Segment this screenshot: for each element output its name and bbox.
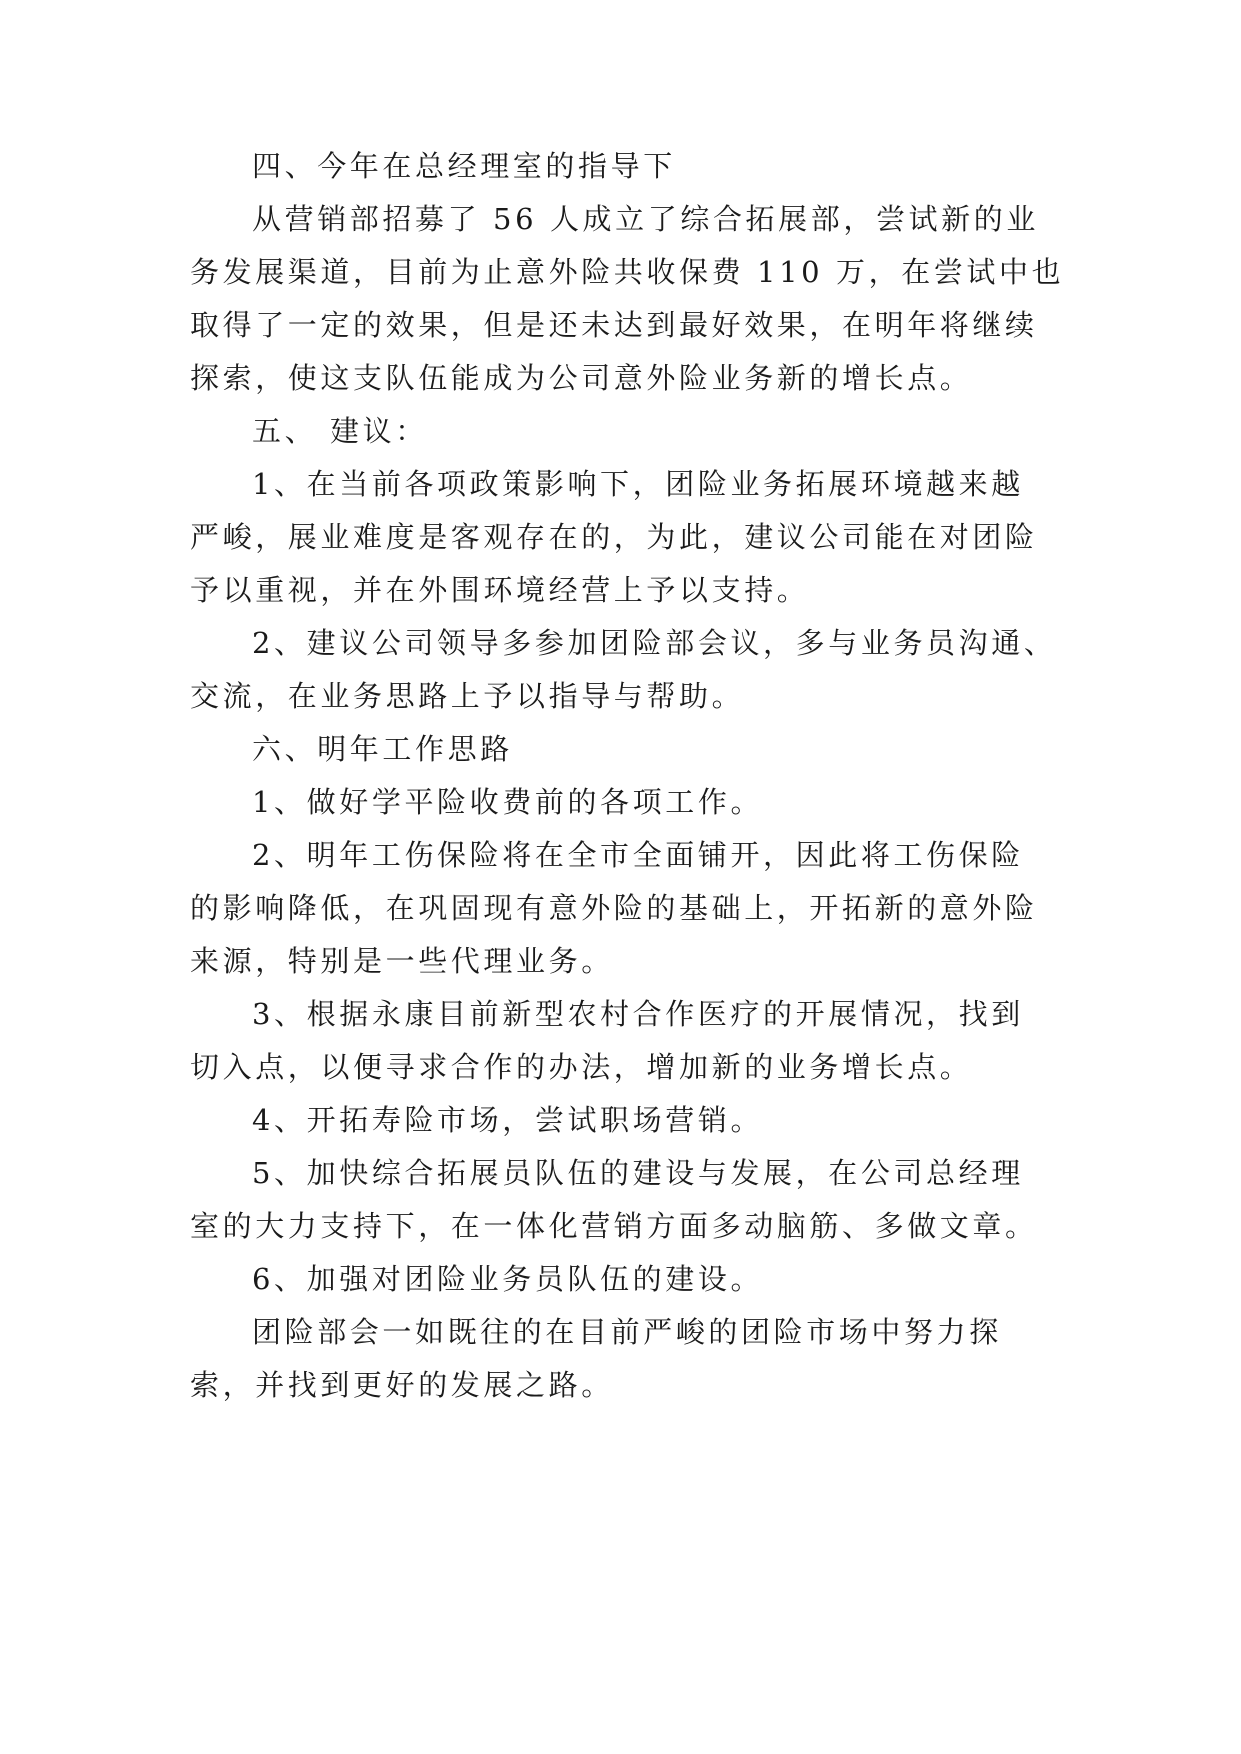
paragraph-line: 2、明年工伤保险将在全市全面铺开，因此将工伤保险 xyxy=(252,838,1024,872)
heading-section-five: 五、 建议： xyxy=(252,414,428,448)
paragraph-line: 索，并找到更好的发展之路。 xyxy=(190,1368,614,1402)
paragraph-line: 取得了一定的效果，但是还未达到最好效果，在明年将继续 xyxy=(190,308,1038,342)
paragraph-line: 6、加强对团险业务员队伍的建设。 xyxy=(252,1262,764,1296)
paragraph-line: 予以重视，并在外围环境经营上予以支持。 xyxy=(190,573,810,607)
paragraph-line: 探索，使这支队伍能成为公司意外险业务新的增长点。 xyxy=(190,361,973,395)
paragraph-line: 的影响降低，在巩固现有意外险的基础上，开拓新的意外险 xyxy=(190,891,1038,925)
paragraph-line: 室的大力支持下，在一体化营销方面多动脑筋、多做文章。 xyxy=(190,1209,1038,1243)
paragraph-line: 1、做好学平险收费前的各项工作。 xyxy=(252,785,764,819)
heading-section-six: 六、明年工作思路 xyxy=(252,732,513,766)
paragraph-line: 3、根据永康目前新型农村合作医疗的开展情况，找到 xyxy=(252,997,1024,1031)
paragraph-line: 1、在当前各项政策影响下，团险业务拓展环境越来越 xyxy=(252,467,1024,501)
paragraph-line: 4、开拓寿险市场，尝试职场营销。 xyxy=(252,1103,764,1137)
paragraph-line: 来源，特别是一些代理业务。 xyxy=(190,944,614,978)
paragraph-line: 5、加快综合拓展员队伍的建设与发展，在公司总经理 xyxy=(252,1156,1024,1190)
paragraph-line: 切入点，以便寻求合作的办法，增加新的业务增长点。 xyxy=(190,1050,973,1084)
paragraph-line: 交流，在业务思路上予以指导与帮助。 xyxy=(190,679,745,713)
heading-section-four: 四、今年在总经理室的指导下 xyxy=(252,149,676,183)
paragraph-line: 从营销部招募了 56 人成立了综合拓展部，尝试新的业 xyxy=(252,202,1039,236)
paragraph-line: 务发展渠道，目前为止意外险共收保费 110 万，在尝试中也 xyxy=(190,255,1065,289)
paragraph-line: 团险部会一如既往的在目前严峻的团险市场中努力探 xyxy=(252,1315,1002,1349)
paragraph-line: 严峻，展业难度是客观存在的，为此，建议公司能在对团险 xyxy=(190,520,1038,554)
paragraph-line: 2、建议公司领导多参加团险部会议，多与业务员沟通、 xyxy=(252,626,1057,660)
